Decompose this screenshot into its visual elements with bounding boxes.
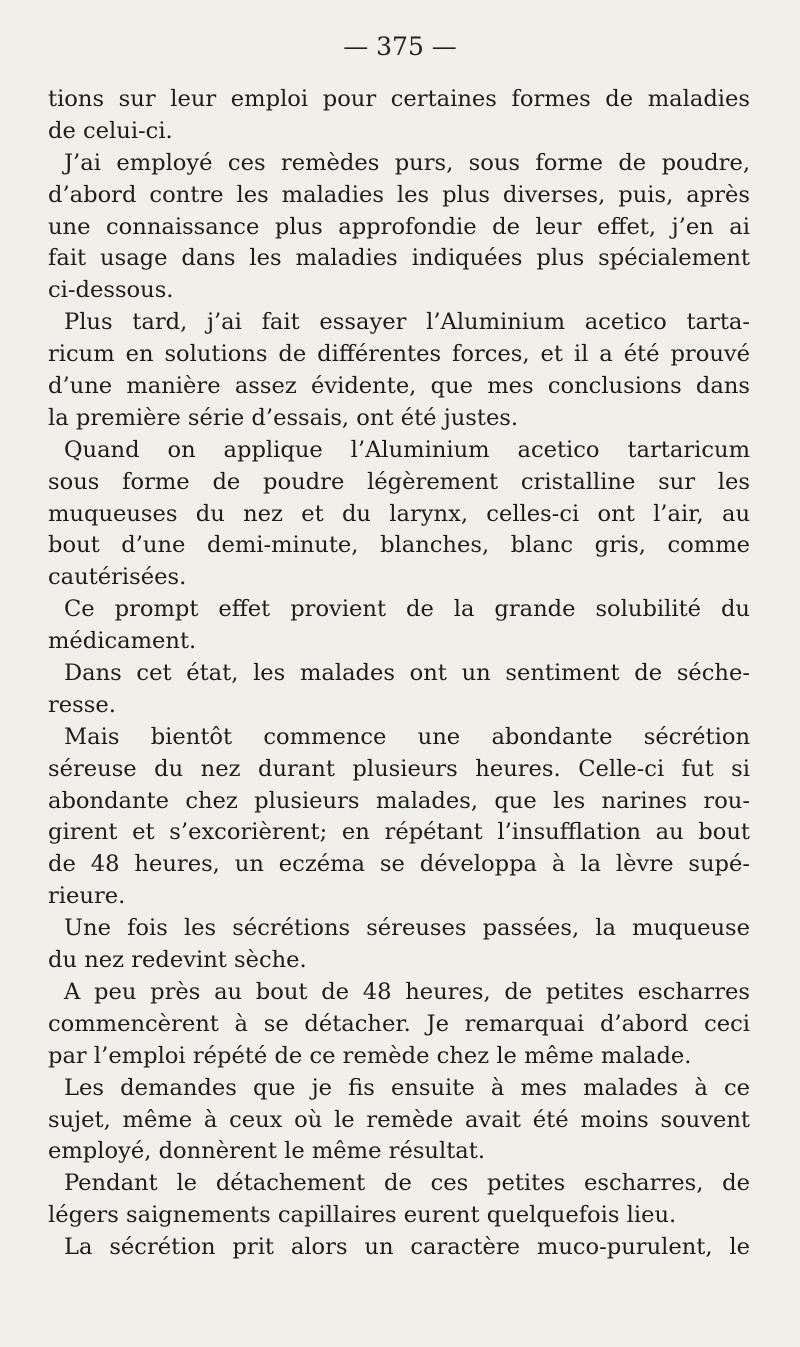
text-line: employé, donnèrent le même résultat. [48,1138,486,1165]
text-line: ci-dessous. [48,277,174,304]
text-line: sujet, même à ceux où le remède avait été moins souvent [48,1106,750,1133]
text-line: de celui-ci. [48,117,173,144]
text-line: girent et s’excorièrent; en répétant l’insufflation au bout [48,819,750,846]
text-line: La sécrétion prit alors un caractère muco-purulent, le [64,1234,750,1261]
text-line: sous forme de poudre légèrement cristalline sur les [48,468,750,495]
text-line: ricum en solutions de différentes forces, et il a été prouvé [48,341,750,368]
text-line: J’ai employé ces remèdes purs, sous forme de poudre, [64,149,750,176]
text-line: A peu près au bout de 48 heures, de petites escharres [64,978,750,1005]
text-line: d’une manière assez évidente, que mes conclusions dans [48,373,750,400]
text-line: de 48 heures, un eczéma se développa à la lèvre supé- [48,851,750,878]
text-line: par l’emploi répété de ce remède chez le même malade. [48,1042,692,1069]
text-line: tions sur leur emploi pour certaines formes de maladies [48,86,750,112]
text-line: Une fois les sécrétions séreuses passées, la muqueuse [64,915,750,942]
text-line: Pendant le détachement de ces petites escharres, de [64,1170,750,1197]
text-line: Plus tard, j’ai fait essayer l’Aluminium acetico tarta- [64,309,750,336]
text-line: une connaissance plus approfondie de leur effet, j’en ai [48,213,750,240]
text-line: légers saignements capillaires eurent quelquefois lieu. [48,1202,677,1229]
text-line: bout d’une demi-minute, blanches, blanc gris, comme [48,532,750,559]
body-text [48,84,750,1264]
text-line: commencèrent à se détacher. Je remarquai d’abord ceci [48,1010,750,1037]
text-line: séreuse du nez durant plusieurs heures. Celle-ci fut si [48,755,750,782]
text-line: d’abord contre les maladies les plus diverses, puis, après [48,181,750,208]
text-line: Dans cet état, les malades ont un sentiment de séche- [64,660,750,687]
text-line: cautérisées. [48,564,187,591]
text-line: abondante chez plusieurs malades, que les narines rou- [48,787,750,814]
text-line: Mais bientôt commence une abondante sécrétion [64,723,750,750]
text-line: du nez redevint sèche. [48,947,307,974]
text-line: fait usage dans les maladies indiquées plus spécialement [48,245,750,272]
text-line: Quand on applique l’Aluminium acetico tartaricum [64,436,750,463]
page-number: — 375 — [343,32,457,61]
text-line: médicament. [48,628,197,655]
text-line: resse. [48,691,116,718]
text-line: la première série d’essais, ont été justes. [48,404,519,431]
text-line: rieure. [48,883,126,910]
text-line: muqueuses du nez et du larynx, celles-ci ont l’air, au [48,500,750,527]
text-line: Les demandes que je fis ensuite à mes malades à ce [64,1074,750,1101]
text-line: Ce prompt effet provient de la grande solubilité du [64,596,750,623]
